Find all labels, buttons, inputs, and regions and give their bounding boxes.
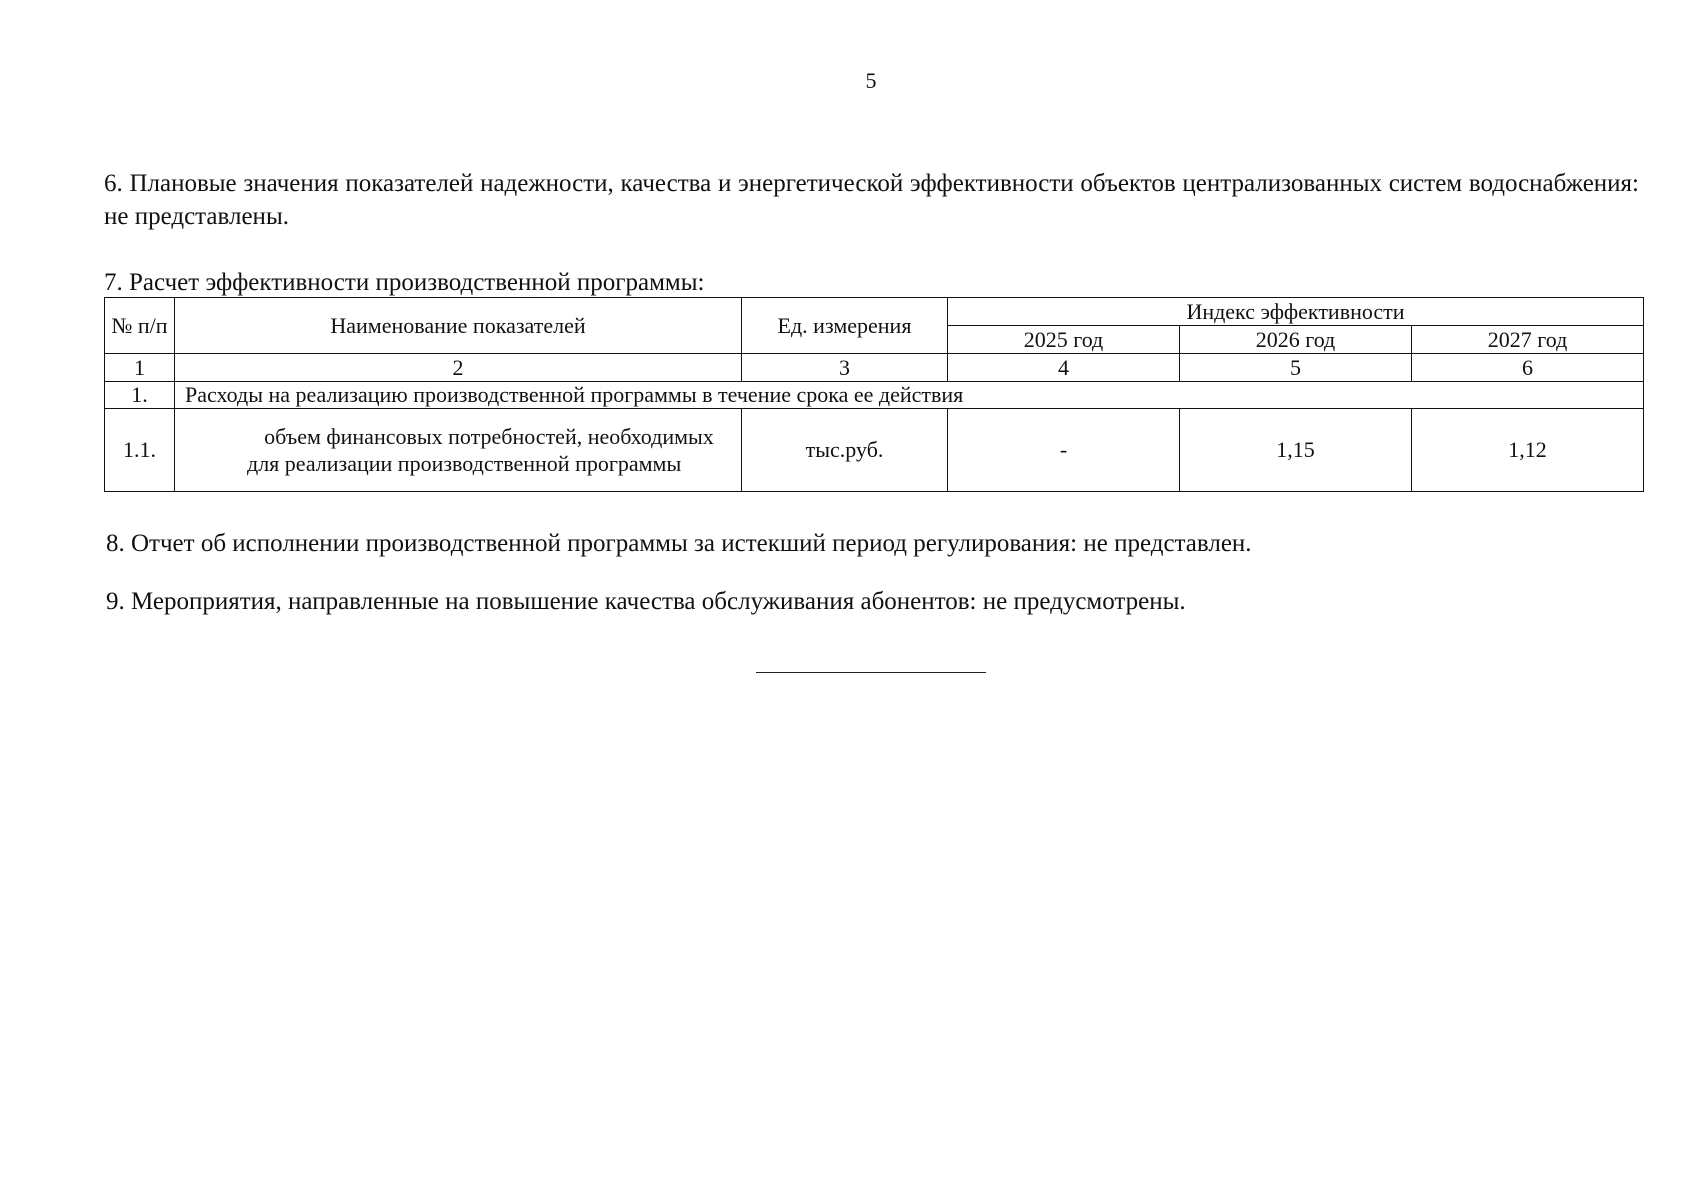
column-number: 5	[1180, 354, 1412, 382]
column-number: 2	[175, 354, 742, 382]
indicator-unit: тыс.руб.	[742, 409, 948, 492]
section-row-num: 1.	[105, 382, 175, 409]
header-year: 2027 год	[1412, 326, 1644, 354]
section-8-paragraph: 8. Отчет об исполнении производственной программы за истекший период регулирования: не представлен.	[106, 530, 1252, 557]
row-num: 1.1.	[105, 409, 175, 492]
efficiency-table	[104, 297, 1644, 492]
value-2026: 1,15	[1180, 409, 1412, 492]
section-6-paragraph: 6. Плановые значения показателей надежности, качества и энергетической эффективности объектов централизованных систем водоснабжения: не представлены.	[104, 170, 1639, 230]
table-header-row	[105, 298, 1644, 326]
header-year: 2026 год	[1180, 326, 1412, 354]
column-number: 4	[948, 354, 1180, 382]
header-unit: Ед. измерения	[742, 298, 948, 354]
column-number: 3	[742, 354, 948, 382]
indicator-name: объем финансовых потребностей, необходимых для реализации производственной программы	[175, 409, 742, 492]
section-9-paragraph: 9. Мероприятия, направленные на повышение качества обслуживания абонентов: не предусмотрены.	[106, 588, 1186, 615]
header-num: № п/п	[105, 298, 175, 354]
value-2025: -	[948, 409, 1180, 492]
column-number: 6	[1412, 354, 1644, 382]
section-7-title: 7. Расчет эффективности производственной программы:	[104, 269, 705, 296]
column-number-row	[105, 354, 1644, 382]
section-row-label: Расходы на реализацию производственной программы в течение срока ее действия	[175, 382, 1644, 409]
header-year: 2025 год	[948, 326, 1180, 354]
end-divider	[756, 672, 986, 673]
page-number: 5	[865, 68, 877, 93]
header-name: Наименование показателей	[175, 298, 742, 354]
value-2027: 1,12	[1412, 409, 1644, 492]
header-index-group: Индекс эффективности	[948, 298, 1644, 326]
column-number: 1	[105, 354, 175, 382]
table-row	[105, 409, 1644, 492]
table-section-row	[105, 382, 1644, 409]
